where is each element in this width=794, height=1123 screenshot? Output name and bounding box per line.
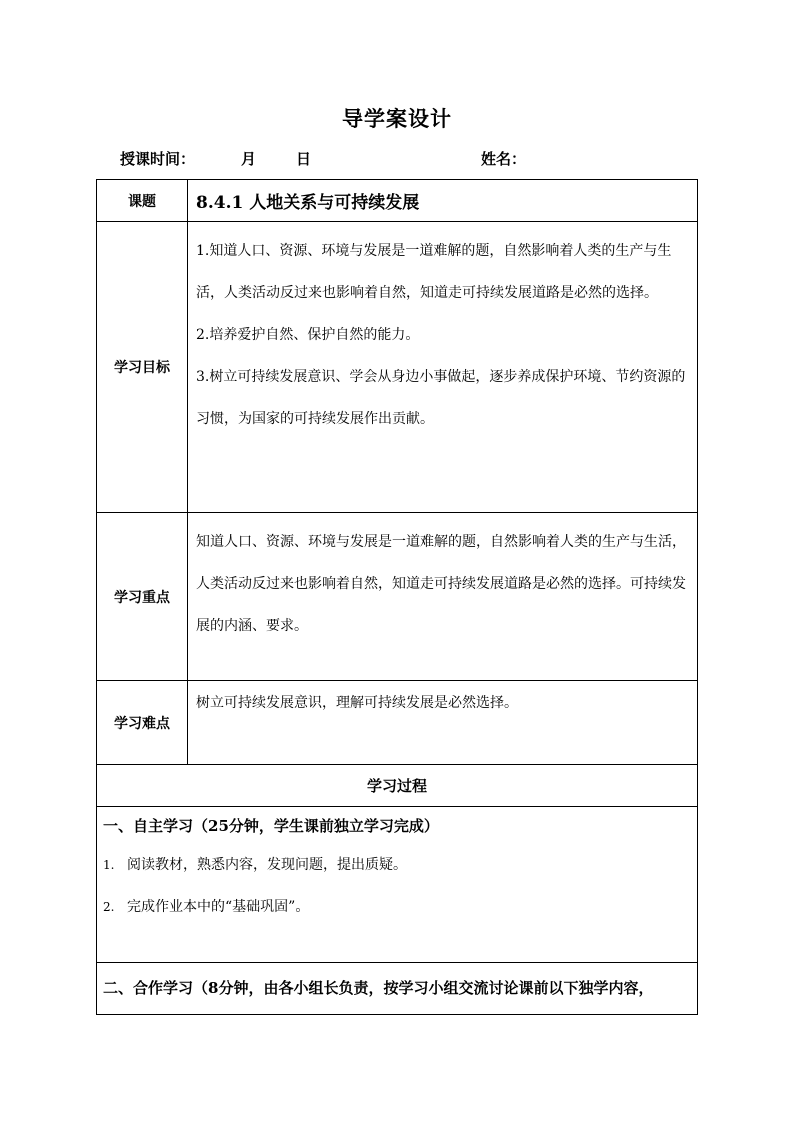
- time-label: 授课时间：: [120, 150, 196, 168]
- topic-value: 8.4.1 人地关系与可持续发展: [188, 180, 698, 222]
- section1-content: [97, 807, 698, 963]
- list-item: [103, 896, 689, 916]
- section2-row: [97, 963, 698, 1015]
- key-label: 学习重点: [97, 513, 188, 681]
- goals-label: 学习目标: [97, 222, 188, 513]
- difficulty-content: 树立可持续发展意识，理解可持续发展是必然选择。: [188, 681, 698, 765]
- difficulty-label: 学习难点: [97, 681, 188, 765]
- key-row: [97, 513, 698, 681]
- day-label: 日: [296, 150, 312, 168]
- list-item-number: 2.: [103, 900, 115, 914]
- section2-heading: 二、合作学习（8分钟，由各小组长负责，按学习小组交流讨论课前以下独学内容，: [97, 963, 698, 1015]
- goal-item: 1.知道人口、资源、环境与发展是一道难解的题，自然影响着人类的生产与生活，人类活动反过来也影响着自然，知道走可持续发展道路是必然的选择。: [196, 243, 672, 301]
- difficulty-row: [97, 681, 698, 765]
- section1-row: [97, 807, 698, 963]
- list-item-text: 阅读教材，熟悉内容，发现问题，提出质疑。: [127, 857, 407, 873]
- process-heading: 学习过程: [97, 765, 698, 807]
- key-content: 知道人口、资源、环境与发展是一道难解的题，自然影响着人类的生产与生活，人类活动反过来也影响着自然，知道走可持续发展道路是必然的选择。可持续发展的内涵、要求。: [188, 513, 698, 681]
- goals-row: [97, 222, 698, 513]
- list-item-number: 1.: [103, 858, 115, 872]
- list-item-text: 完成作业本中的“基础巩固”。: [127, 899, 310, 915]
- process-row: [97, 765, 698, 807]
- topic-label: 课题: [97, 180, 188, 222]
- list-item: [103, 854, 689, 874]
- goal-item: 3.树立可持续发展意识、学会从身边小事做起，逐步养成保护环境、节约资源的习惯，为国家的可持续发展作出贡献。: [196, 369, 686, 427]
- name-label: 姓名：: [481, 150, 527, 168]
- goal-item: 2.培养爱护自然、保护自然的能力。: [196, 327, 420, 343]
- goals-content: [188, 222, 698, 513]
- page-title: 导学案设计: [342, 106, 452, 131]
- lesson-plan-table: [96, 179, 698, 1015]
- section1-heading: 一、自主学习（25分钟，学生课前独立学习完成）: [103, 817, 439, 835]
- month-label: 月: [241, 150, 257, 168]
- topic-row: [97, 180, 698, 222]
